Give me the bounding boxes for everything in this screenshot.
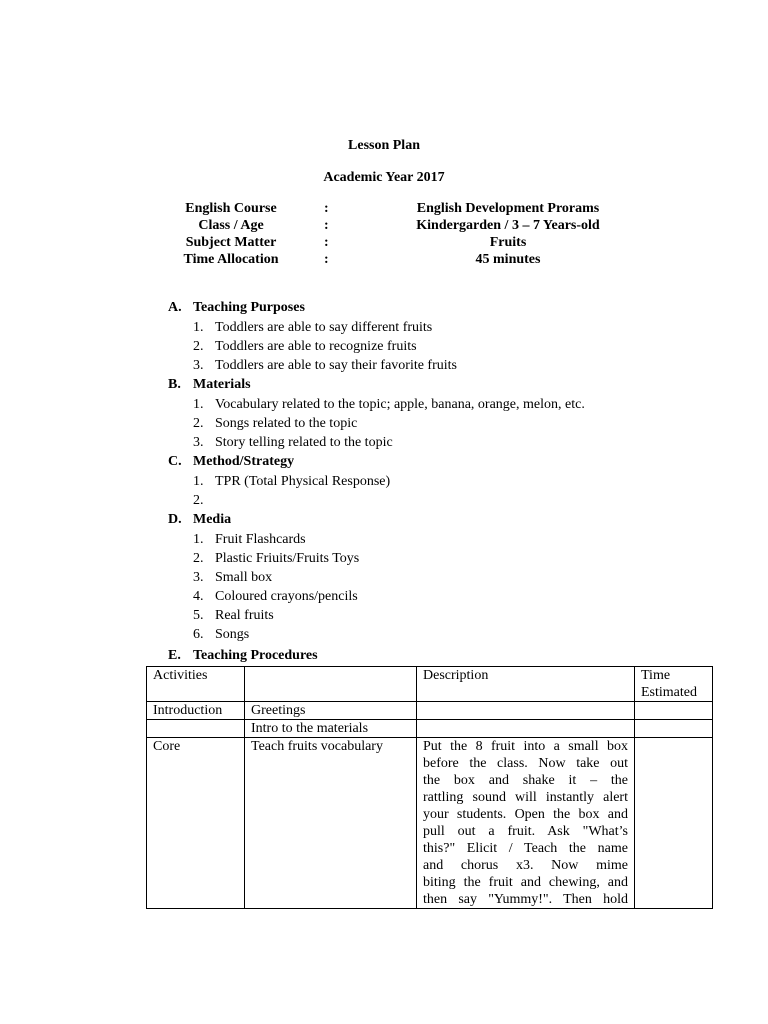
cell-description	[417, 738, 635, 909]
section-title: B. Materials	[168, 377, 251, 392]
description-line: before the class. Now take out	[423, 756, 628, 771]
table-header-row	[147, 667, 713, 702]
header-label: Time Allocation	[183, 252, 279, 267]
section-title: D. Media	[168, 512, 232, 527]
header-colon: :	[324, 218, 329, 233]
header-blank	[245, 667, 417, 702]
cell-time	[635, 720, 713, 738]
description-line: your students. Open the box and	[423, 807, 628, 822]
header-description: Description	[417, 667, 635, 702]
section-teaching-procedures	[168, 646, 318, 666]
header-row-time	[0, 252, 768, 269]
list-item: 1. TPR (Total Physical Response)	[193, 473, 391, 489]
header-row-class	[0, 218, 768, 235]
list-item: 2. Plastic Friuits/Fruits Toys	[193, 550, 360, 566]
description-line: this?" Elicit / Teach the name	[423, 841, 628, 856]
header-colon: :	[324, 235, 329, 250]
header-value: Fruits	[489, 235, 527, 250]
header-row-course	[0, 201, 768, 218]
cell-activity	[147, 720, 245, 738]
page-title: Lesson Plan	[348, 138, 420, 153]
header-colon: :	[324, 252, 329, 267]
section-method-strategy	[168, 452, 390, 510]
header-activities: Activities	[147, 667, 245, 702]
cell-activity: Introduction	[147, 702, 245, 720]
header-time: Time Estimated	[635, 667, 713, 702]
description-line: biting the fruit and chewing, and	[423, 875, 628, 890]
list-item: 1. Toddlers are able to say different fruits	[193, 319, 433, 335]
header-label: Subject Matter	[185, 235, 277, 250]
list-item: 3. Toddlers are able to say their favorite fruits	[193, 357, 457, 373]
academic-year: Academic Year 2017	[323, 170, 445, 185]
description-line: pull out a fruit. Ask "What’s	[423, 824, 628, 839]
list-item: 1. Fruit Flashcards	[193, 531, 306, 547]
description-line: rattling sound will instantly alert	[423, 790, 628, 805]
list-item: 3. Story telling related to the topic	[193, 434, 393, 450]
section-title: E. Teaching Procedures	[168, 648, 318, 663]
list-item: 4. Coloured crayons/pencils	[193, 589, 358, 605]
header-label: Class / Age	[198, 218, 264, 233]
cell-activity: Core	[147, 738, 245, 909]
cell-description	[417, 720, 635, 738]
description-line: then say "Yummy!". Then hold	[423, 892, 628, 907]
section-media	[168, 510, 359, 645]
section-title: C. Method/Strategy	[168, 454, 295, 469]
cell-step: Greetings	[245, 702, 417, 720]
cell-time	[635, 738, 713, 909]
description-line: the box and shake it – the	[423, 773, 628, 788]
section-title: A. Teaching Purposes	[168, 300, 305, 315]
list-item: 5. Real fruits	[193, 608, 274, 624]
header-label: English Course	[185, 201, 277, 216]
table-row	[147, 738, 713, 909]
list-item: 6. Songs	[193, 627, 250, 643]
table-row	[147, 702, 713, 720]
cell-description	[417, 702, 635, 720]
header-colon: :	[324, 201, 329, 216]
list-item: 3. Small box	[193, 569, 273, 585]
cell-time	[635, 702, 713, 720]
list-item: 2. Songs related to the topic	[193, 415, 358, 431]
procedures-table	[146, 666, 713, 909]
list-item: 2.	[193, 492, 204, 508]
header-value: 45 minutes	[475, 252, 541, 267]
description-line: Put the 8 fruit into a small box	[423, 739, 628, 754]
cell-step: Intro to the materials	[245, 720, 417, 738]
list-item: 1. Vocabulary related to the topic; apple, banana, orange, melon, etc.	[193, 396, 585, 412]
section-teaching-purposes	[168, 298, 457, 375]
header-row-subject	[0, 235, 768, 252]
list-item: 2. Toddlers are able to recognize fruits	[193, 338, 417, 354]
table-row	[147, 720, 713, 738]
header-value: Kindergarden / 3 – 7 Years-old	[416, 218, 600, 233]
description-line: and chorus x3. Now mime	[423, 858, 628, 873]
header-value: English Development Prorams	[416, 201, 600, 216]
section-materials	[168, 375, 585, 452]
cell-step: Teach fruits vocabulary	[245, 738, 417, 909]
